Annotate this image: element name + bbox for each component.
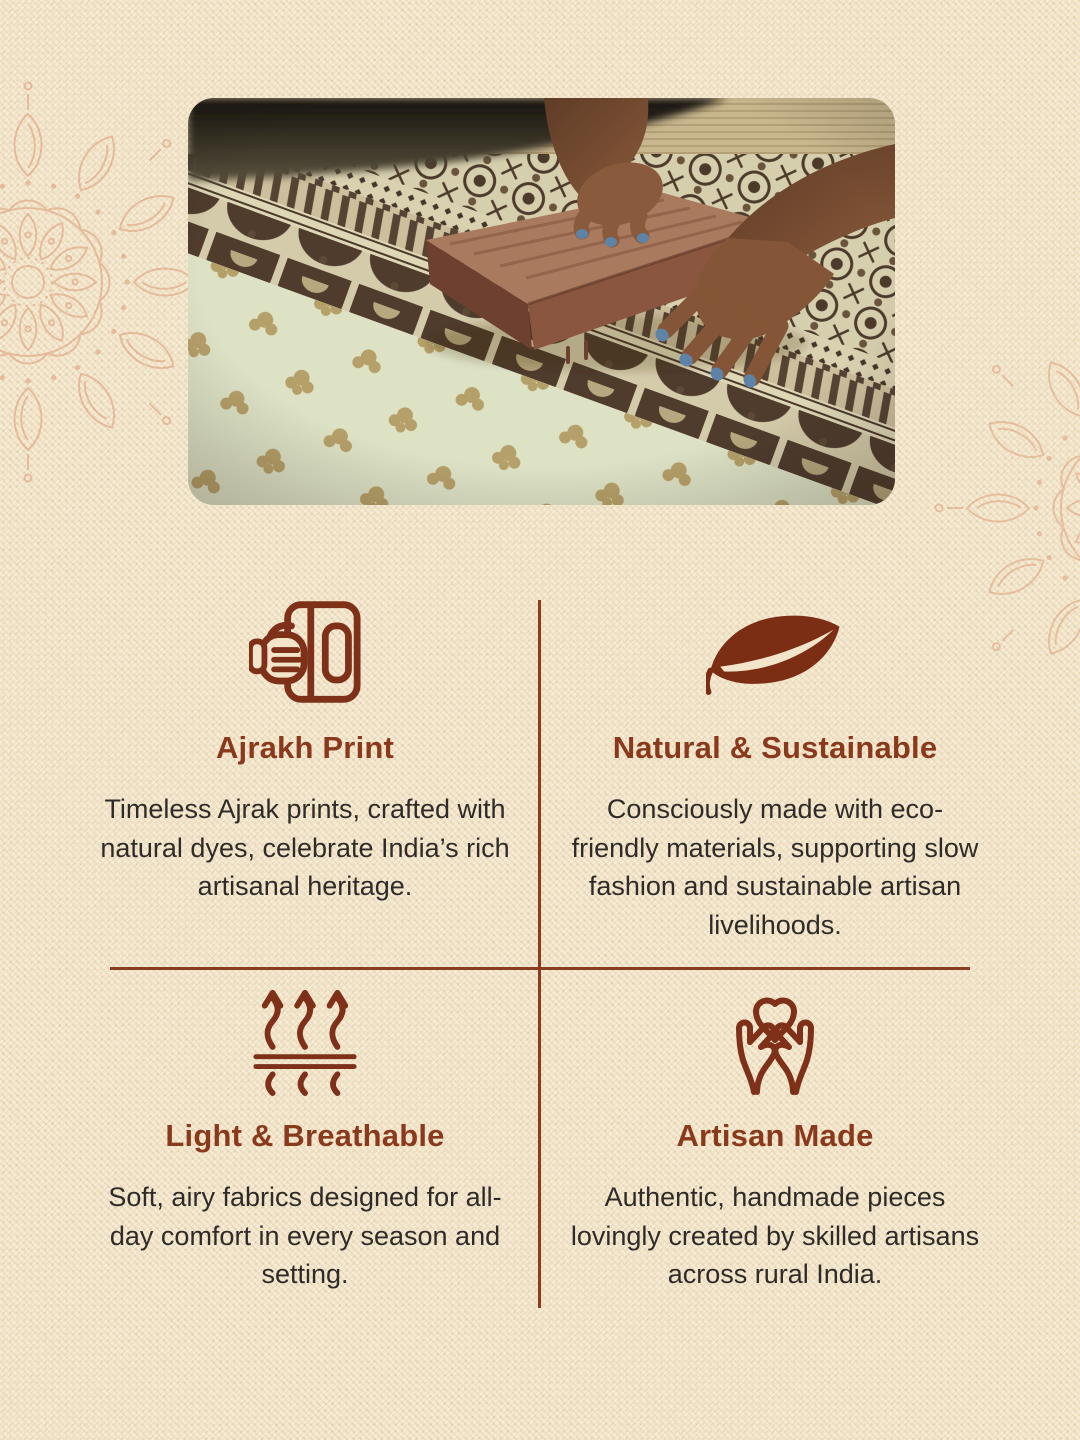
block-printing-photo-illustration xyxy=(188,98,895,505)
feature-card-light-breathable xyxy=(90,988,520,1294)
feature-description: Timeless Ajrak prints, crafted with natural dyes, celebrate India’s rich artisanal heritage. xyxy=(100,793,510,902)
breathable-airflow-icon xyxy=(252,988,358,1092)
feature-title: Artisan Made xyxy=(676,1118,874,1153)
divider-vertical xyxy=(538,600,541,1308)
feature-title: Natural & Sustainable xyxy=(612,730,938,765)
leaf-icon xyxy=(706,600,844,704)
feature-description: Soft, airy fabrics designed for all-day comfort in every season and setting. xyxy=(108,1181,502,1290)
hero-image xyxy=(188,98,895,505)
divider-horizontal xyxy=(110,967,970,970)
feature-description: Authentic, handmade pieces lovingly created by skilled artisans across rural India. xyxy=(570,1181,980,1290)
feature-card-artisan-made xyxy=(560,988,990,1294)
hands-holding-heart-icon xyxy=(719,988,831,1092)
block-print-stamp-icon xyxy=(249,600,361,704)
feature-title: Light & Breathable xyxy=(165,1118,445,1153)
feature-card-natural-sustainable xyxy=(560,600,990,945)
feature-title: Ajrakh Print xyxy=(215,730,395,765)
feature-card-ajrakh-print xyxy=(90,600,520,906)
feature-description: Consciously made with eco-friendly materials, supporting slow fashion and sustainable artisan livelihoods. xyxy=(571,793,979,941)
